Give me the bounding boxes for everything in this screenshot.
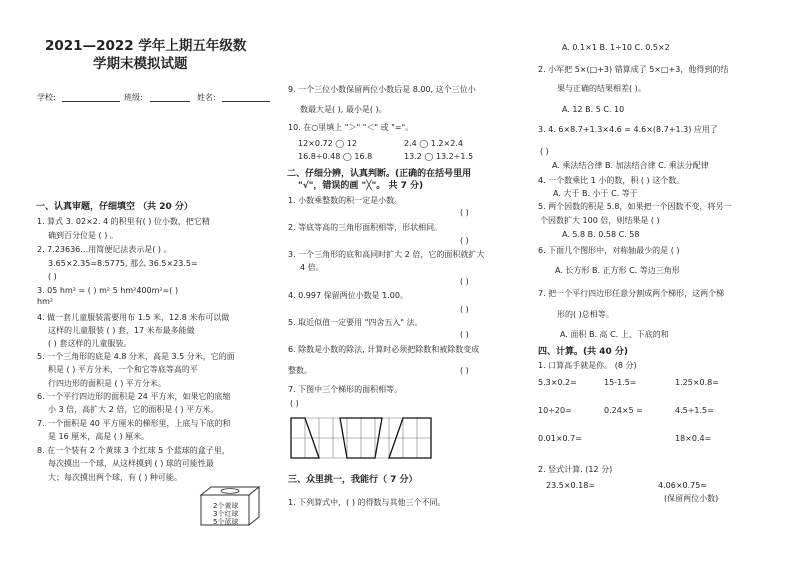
- select-5-options: A. 5.8 B. 0.58 C. 58: [562, 230, 640, 239]
- judge-7-answer[interactable]: ( ): [290, 399, 299, 408]
- judge-7: 7. 下图中三个梯形的面积相等。: [288, 385, 403, 394]
- question-1-line2: 确到百分位是 ( ) 。: [48, 231, 118, 240]
- select-4: 4. 一个数乘比 1 小的数，积 ( ) 这个数。: [538, 176, 685, 185]
- judge-1-answer[interactable]: ( ): [460, 208, 469, 217]
- calc-item: 4.5÷1.5=: [675, 406, 714, 415]
- section-1-heading: 一、认真审题，仔细填空 （共 20 分）: [36, 202, 193, 212]
- page-title: 2021—2022 学年上期五年级数: [45, 38, 247, 54]
- question-9-line2: 数最大是( ), 最小是( )。: [300, 105, 387, 114]
- select-3-options: A. 乘法结合律 B. 加法结合律 C. 乘法分配律: [552, 161, 709, 170]
- judge-6-line1: 6. 除数是小数的除法, 计算时必须把除数和被除数变成: [288, 345, 480, 354]
- compare-1: 12×0.72 ◯ 12: [298, 139, 357, 148]
- page-subtitle: 学期末模拟试题: [93, 56, 188, 72]
- name-blank[interactable]: [222, 101, 270, 102]
- judge-6-line2: 整数。: [288, 366, 312, 375]
- select-5-line2: 个因数扩大 100 倍，则结果是 ( ): [540, 216, 660, 225]
- judge-5: 5. 取近似值一定要用 "四舍五入" 法。: [288, 318, 423, 327]
- question-6-line1: 6. 一个平行四边形的面积是 24 平方米，如果它的底缩: [37, 392, 231, 401]
- question-1-line1: 1. 算式 3. 02×2. 4 的积里有( ) 位小数，把它精: [37, 217, 210, 226]
- question-6-line2: 小 3 倍，高扩大 2 倍，它的面积是 ( ) 平方米。: [48, 405, 219, 414]
- judge-4: 4. 0.997 保留两位小数是 1.00。: [288, 291, 408, 300]
- select-7-options: A. 面积 B. 高 C. 上、下底的和: [560, 330, 669, 339]
- question-8-line1: 8. 在一个装有 2 个黄球 3 个红球 5 个蓝球的盒子里，: [37, 446, 230, 455]
- box-label-red: 3个红球: [213, 510, 239, 518]
- calc-item: 0.24×5 =: [604, 406, 643, 415]
- question-5-line3: 行四边形的面积是 ( ) 平方分米。: [48, 379, 166, 388]
- question-8-line2: 每次摸出一个球，从这样摸到 ( ) 球的可能性最: [48, 459, 214, 468]
- section-4-heading: 四、计算。(共 40 分): [538, 347, 629, 357]
- select-2-options: A. 12 B. 5 C. 10: [562, 105, 625, 114]
- box-label-blue: 5个蓝球: [213, 518, 239, 526]
- select-3-line2: ( ): [540, 147, 549, 156]
- question-4-line2: 这样的儿童服装 ( ) 套，17 米布最多能做: [48, 326, 195, 335]
- calc-item: 15-1.5=: [604, 378, 637, 387]
- question-7-line2: 是 16 厘米，高是 ( ) 厘米。: [48, 432, 150, 441]
- select-6: 6. 下面几个图形中，对称轴最少的是 ( ): [538, 246, 680, 255]
- section-2-heading: 二、仔细分辨，认真判断。(正确的在括号里用: [287, 169, 472, 179]
- compare-3: 16.8÷0.48 ◯ 16.8: [298, 152, 373, 161]
- question-2-line1: 2. 7.23636…用简便记法表示是( ) 。: [37, 245, 172, 254]
- question-2-line3: ( ): [48, 272, 57, 281]
- question-10: 10. 在○里填上 "＞" "＜" 或 "="。: [288, 123, 414, 132]
- section-3-heading: 三、众里挑一，我能行（ 7 分）: [288, 475, 418, 485]
- school-label: 学校:: [37, 93, 56, 102]
- calc-item: 0.01×0.7=: [538, 434, 582, 443]
- class-label: 班级:: [124, 93, 143, 102]
- question-3-line2: hm²: [37, 297, 54, 306]
- select-1-options: A. 0.1×1 B. 1÷10 C. 0.5×2: [562, 43, 670, 52]
- judge-6-answer[interactable]: ( ): [460, 366, 469, 375]
- judge-5-answer[interactable]: ( ): [460, 330, 469, 339]
- select-6-options: A. 长方形 B. 正方形 C. 等边三角形: [555, 266, 680, 275]
- question-4-line1: 4. 做一套儿童服装需要用布 1.5 米，12.8 米布可以做: [37, 313, 230, 322]
- calc-item: 5.3×0.2=: [538, 378, 577, 387]
- question-3-line1: 3. 05 hm² = ( ) m² 5 hm²400m²=( ): [37, 286, 179, 295]
- select-7-line1: 7. 把一个平行四边形任意分割成两个梯形，这两个梯: [538, 289, 725, 298]
- vertical-calc-2: 4.06×0.75≈: [658, 481, 708, 490]
- question-4-line3: ( ) 套这样的儿童服装。: [48, 339, 132, 348]
- select-5-line1: 5. 两个因数的积是 5.8，如果把一个因数不变，将另一: [538, 202, 732, 211]
- class-blank[interactable]: [150, 101, 190, 102]
- select-4-options: A. 大于 B. 小于 C. 等于: [553, 189, 638, 198]
- judge-2: 2. 等底等高的三角形面积相等，形状相同。: [288, 223, 443, 232]
- select-3-line1: 3. 4. 6×8.7+1.3×4.6 = 4.6×(8.7+1.3) 应用了: [538, 125, 718, 134]
- calc-1-title: 1. 口算高手就是你。 (8 分): [538, 361, 637, 370]
- box-label-yellow: 2个黄球: [213, 502, 239, 510]
- vertical-calc-1: 23.5×0.18=: [546, 481, 596, 490]
- vertical-calc-2-note: (保留两位小数): [664, 494, 719, 503]
- question-9-line1: 9. 一个三位小数保留两位小数后是 8.00, 这个三位小: [288, 85, 476, 94]
- calc-item: 10÷20=: [538, 406, 572, 415]
- calc-2-title: 2. 竖式计算. (12 分): [538, 465, 613, 474]
- select-1: 1. 下列算式中，( ) 的得数与其他三个不同。: [288, 498, 446, 507]
- calc-item: 18×0.4=: [675, 434, 712, 443]
- trapezoid-grid-figure: [290, 417, 432, 459]
- question-7-line1: 7. 一个面积是 40 平方厘米的梯形里，上底与下底的和: [37, 419, 231, 428]
- compare-4: 13.2 ◯ 13.2÷1.5: [404, 152, 474, 161]
- question-5-line2: 积是 ( ) 平方分米，一个和它等底等高的平: [48, 365, 198, 374]
- school-blank[interactable]: [62, 101, 120, 102]
- judge-3-line2: 4 倍。: [300, 263, 324, 272]
- name-label: 姓名:: [197, 93, 216, 102]
- judge-2-answer[interactable]: ( ): [460, 236, 469, 245]
- calc-item: 1.25×0.8=: [675, 378, 719, 387]
- question-2-line2: 3.65×2.35=8.5775, 那么 36.5×23.5=: [48, 259, 198, 268]
- judge-3-answer[interactable]: ( ): [460, 277, 469, 286]
- question-8-line3: 大；每次摸出两个球，有 ( ) 种可能。: [48, 473, 182, 482]
- judge-3-line1: 3. 一个三角形的底和高同时扩大 2 倍，它的面积就扩大: [288, 250, 485, 259]
- select-7-line2: 形的( )总相等。: [557, 310, 614, 319]
- section-2-heading-cont: "√"，错误的画 "╳"。 共 7 分): [298, 181, 424, 191]
- select-2-line1: 2. 小军把 5×(□+3) 错算成了 5×□+3，他得到的结: [538, 65, 729, 74]
- judge-4-answer[interactable]: ( ): [460, 305, 469, 314]
- select-2-line2: 果与正确的结果相差( )。: [557, 84, 646, 93]
- question-5-line1: 5. 一个三角形的底是 4.8 分米，高是 3.5 分米，它的面: [37, 352, 235, 361]
- compare-2: 2.4 ◯ 1.2×2.4: [404, 139, 463, 148]
- judge-1: 1. 小数乘整数的积一定是小数。: [288, 196, 403, 205]
